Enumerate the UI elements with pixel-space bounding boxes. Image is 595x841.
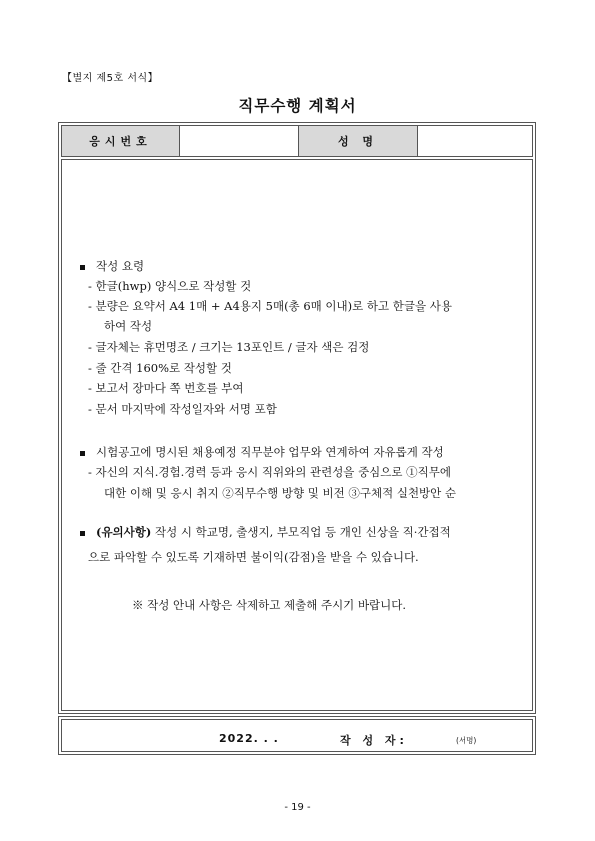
page-number: - 19 - bbox=[284, 802, 311, 813]
form-label: 【별지 제5호 서식】 bbox=[62, 73, 159, 84]
caution-text: 작성 시 학교명, 출생지, 부모직업 등 개인 신상을 직·간접적 bbox=[151, 525, 451, 539]
caution-label: (유의사항) bbox=[96, 525, 152, 539]
caution-line bbox=[96, 527, 451, 539]
square-bullet-icon bbox=[80, 531, 85, 536]
caution-line-continued: 으로 파악할 수 있도록 기재하면 불이익(감점)을 받을 수 있습니다. bbox=[88, 550, 419, 564]
header-row bbox=[61, 125, 533, 157]
signature-note[interactable]: (서명) bbox=[456, 736, 477, 745]
guide-item-continued: 하여 작성 bbox=[104, 319, 153, 333]
guide-item: - 글자체는 휴먼명조 / 크기는 13포인트 / 글자 색은 검정 bbox=[88, 340, 370, 354]
applicant-number-label: 응시번호 bbox=[62, 126, 180, 156]
content-guide-line: - 자신의 지식.경험.경력 등과 응시 직위와의 관련성을 중심으로 ①직무에 bbox=[88, 465, 451, 479]
guide-item: - 한글(hwp) 양식으로 작성할 것 bbox=[88, 279, 252, 293]
square-bullet-icon bbox=[80, 265, 85, 270]
square-bullet-icon bbox=[80, 451, 85, 456]
guide-item: - 줄 간격 160%로 작성할 것 bbox=[88, 361, 232, 375]
applicant-number-field[interactable] bbox=[180, 126, 299, 156]
guide-item: - 분량은 요약서 A4 1매 + A4용지 5매(총 6매 이내)로 하고 한글을 사용 bbox=[88, 299, 452, 313]
plan-form bbox=[58, 122, 536, 714]
document-title: 직무수행 계획서 bbox=[238, 97, 357, 115]
content-guide-line: 대한 이해 및 응시 취지 ②직무수행 방향 및 비전 ③구체적 실천방안 순 bbox=[104, 486, 457, 500]
signature-row bbox=[61, 719, 533, 752]
writer-label: 작 성 자: bbox=[340, 734, 408, 747]
guide-item: - 보고서 장마다 쪽 번호를 부여 bbox=[88, 381, 244, 395]
name-field[interactable] bbox=[418, 126, 532, 156]
content-area[interactable] bbox=[61, 159, 533, 711]
guide-item: - 문서 마지막에 작성일자와 서명 포함 bbox=[88, 402, 277, 416]
signature-date[interactable]: 2022. . . bbox=[219, 732, 279, 745]
signature-box bbox=[58, 716, 536, 755]
name-label: 성 명 bbox=[299, 126, 418, 156]
content-heading: 시험공고에 명시된 채용예정 직무분야 업무와 연계하여 자유롭게 작성 bbox=[96, 445, 444, 459]
guide-heading: 작성 요령 bbox=[96, 259, 145, 273]
deletion-notice: ※ 작성 안내 사항은 삭제하고 제출해 주시기 바랍니다. bbox=[132, 598, 407, 612]
